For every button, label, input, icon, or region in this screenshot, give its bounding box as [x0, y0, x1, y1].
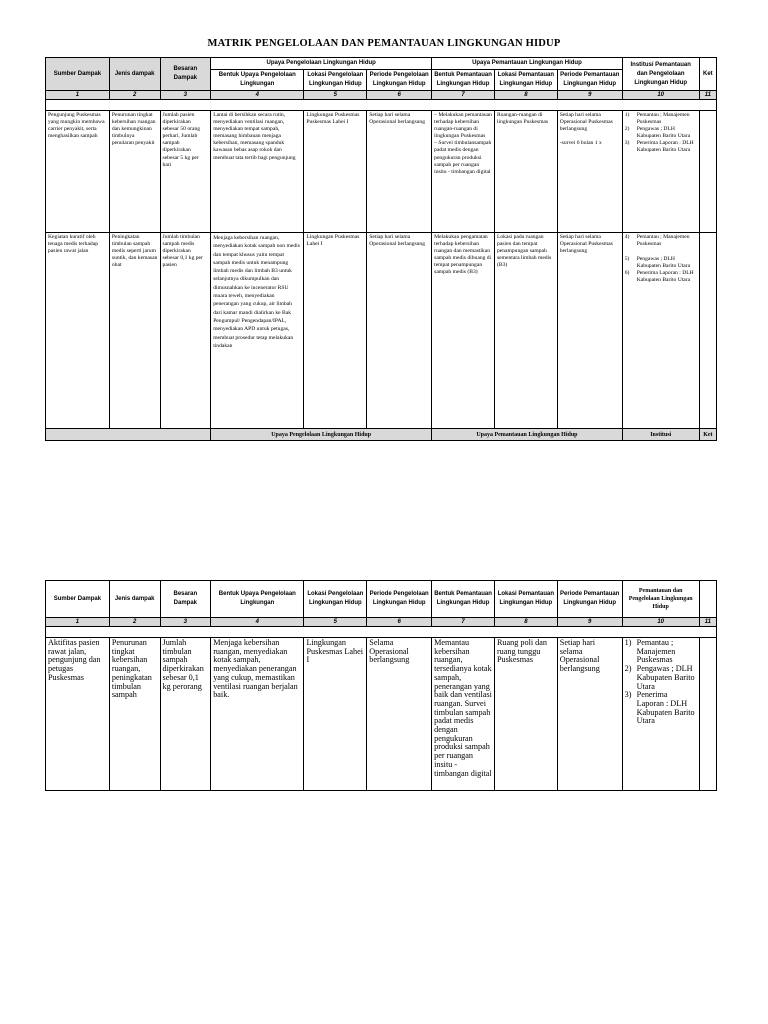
cell-periode-pengelolaan: Setiap hari selama Operasional berlangsung [367, 233, 432, 429]
cell-periode-pemantauan: Setiap hari selama Operasional berlangsung [557, 638, 622, 791]
header-bentuk-pengelolaan: Bentuk Upaya Pengelolaan Lingkungan [211, 581, 304, 618]
cell-lokasi-pengelolaan: Lingkungan Puskesmas Lahei I [304, 233, 367, 429]
cell-besaran: Jumlah timbulan sampah diperkirakan sebesar 0,1 kg perorang [160, 638, 211, 791]
cell-jenis: Peningkatan timbulan sampah medis seperti jarum suntik, dan kemasan obat [109, 233, 160, 429]
cell-periode-pengelolaan: Setiap hari selama Operasional berlangsung [367, 111, 432, 233]
list-item: 2) Pengawas ; DLH Kabupaten Barito Utara [624, 126, 691, 140]
cell-lokasi-pemantauan: Lokasi pada ruangan pasien dan tempat penampungan sampah sementara limbah medis (B3) [494, 233, 557, 429]
column-number: 9 [557, 91, 622, 100]
cell-besaran: Jumlah pasien diperkirakan sebesar 50 orang perhari, Jumlah sampah diperkirakan sebesar 5 kg per hari [160, 111, 211, 233]
column-number: 1 [46, 618, 110, 627]
cell-bentuk-pengelolaan: Lantai di bersihkan secara rutin, menyediakan ventilasi ruangan, menyediakan tempat sampah, memasang himbauan menjaga kebersihan, memasang spanduk kawasan bebas asap rokok dan membuat tata tertib bagi pengunjung [211, 111, 304, 233]
footer-institusi: Institusi [622, 429, 699, 441]
header-periode-pengelolaan: Periode Pengelolaan Lingkungan Hidup [367, 70, 432, 91]
cell-bentuk-pemantauan: Melakukan pengamatan terhadap kebersihan ruangan dan memastikan sampah medis dibuang di tempat penampungan sampah medis (B3) [432, 233, 495, 429]
cell-ket [699, 638, 716, 791]
column-number: 3 [160, 91, 211, 100]
cell-bentuk-pengelolaan: Menjaga kebersihan ruangan, menyediakan kotak sampah non medis dan tempat khusus yaitu tempat sampah medis untuk menampung limbah medis dan limbah B3 untuk selanjutnya dikumpulkan dan dimusnahkan ke incenerator RSU muara teweh, menyediakan penerangan yang cukup, air limbah dari kamar mandi dialirkan ke Bak Pengumpul/ Pengendapan/IPAL, menyediakan APD untuk petugas, membuat prosedur tetap melakukan tindakan [211, 233, 304, 429]
institusi-list [625, 112, 697, 155]
cell-periode-pengelolaan: Selama Operasional berlangsung [367, 638, 432, 791]
list-item: 3) Penerima Laporan : DLH Kabupaten Barito Utara [624, 690, 695, 726]
list-item: 5) Pengawas ; DLH Kabupaten Barito Utara [624, 256, 691, 270]
header-lokasi-pengelolaan: Lokasi Pengelolaan Lingkungan Hidup [304, 70, 367, 91]
column-number: 7 [432, 618, 495, 627]
footer-ket: Ket [699, 429, 716, 441]
list-item: 3) Penerima Laporan : DLH Kabupaten Barito Utara [624, 140, 694, 154]
cell-lokasi-pengelolaan: Lingkungan Puskesmas Puskesmas Lahei I [304, 111, 367, 233]
cell-sumber: Kegiatan kuratif oleh tenaga medis terhadap pasien rawat jalan [46, 233, 110, 429]
matrix-table-1 [45, 57, 717, 441]
cell-bentuk-pengelolaan: Menjaga kebersihan ruangan, menyediakan kotak sampah, menyediakan penerangan yang cukup, memastikan ventilasi ruangan berjalan baik. [211, 638, 304, 791]
header-periode-pengelolaan: Periode Pengelolaan Lingkungan Hidup [367, 581, 432, 618]
document-title: MATRIK PENGELOLAAN DAN PEMANTAUAN LINGKUNGAN HIDUP [207, 38, 561, 49]
cell-institusi [622, 233, 699, 429]
header-lokasi-pengelolaan: Lokasi Pengelolaan Lingkungan Hidup [304, 581, 367, 618]
footer-blank [46, 429, 211, 441]
cell-institusi [622, 111, 699, 233]
list-item: 1) Pemantau ; Manajemen Puskesmas [624, 638, 676, 665]
list-item: 6) Penerima Laporan : DLH Kabupaten Barito Utara [624, 270, 694, 284]
column-number: 11 [699, 618, 716, 627]
header-ket: Ket [699, 58, 716, 91]
cell-sumber: Pengunjung Puskesmas yang mungkin membawa carrier penyakit, serta menghasilkan sampah [46, 111, 110, 233]
header-sumber-dampak: Sumber Dampak [46, 58, 110, 91]
header-besaran-dampak: Besaran Dampak [160, 581, 211, 618]
header-sumber-dampak: Sumber Dampak [46, 581, 110, 618]
column-number: 4 [211, 618, 304, 627]
cell-jenis: Penurunan tingkat kebersihan ruangan, peningkatan timbulan sampah [109, 638, 160, 791]
header-besaran-dampak: Besaran Dampak [160, 58, 211, 91]
list-item: 4) Pemantau ; Manajemen Puskesmas [624, 234, 690, 248]
column-number: 8 [494, 91, 557, 100]
column-number: 2 [109, 91, 160, 100]
footer-pemantauan: Upaya Pemantauan Lingkungan Hidup [432, 429, 623, 441]
cell-periode-pemantauan: Setiap hari selama Operasional Puskesmas berlangsung [557, 233, 622, 429]
cell-lokasi-pemantauan: Ruang poli dan ruang tunggu Puskesmas [494, 638, 557, 791]
column-number: 5 [304, 91, 367, 100]
spacer-row [46, 100, 717, 111]
header-ket [699, 581, 716, 618]
header-bentuk-pemantauan: Bentuk Pemantauan Lingkungan Hidup [432, 581, 495, 618]
matrix-table-2 [45, 580, 717, 791]
column-number: 5 [304, 618, 367, 627]
column-number: 2 [109, 618, 160, 627]
column-number: 6 [367, 91, 432, 100]
cell-besaran: Jumlah timbulan sampah medis diperkirakan sebesar 0,1 kg per pasien [160, 233, 211, 429]
cell-lokasi-pemantauan: Ruangan-ruangan di lingkungan Puskesmas [494, 111, 557, 233]
header-lokasi-pemantauan: Lokasi Pemantauan Lingkungan Hidup [494, 581, 557, 618]
header-institusi: Pemantauan dan Pengelolaan Lingkungan Hidup [622, 581, 699, 618]
list-item: 1) Pemantau ; Manajemen Puskesmas [624, 112, 690, 126]
column-number: 7 [432, 91, 495, 100]
cell-ket [699, 233, 716, 429]
cell-bentuk-pemantauan: – Melakukan pemantauan terhadap kebersihan ruangan-ruangan di lingkungan Puskesmas – Survei timbulansampah padat medis dengan pengukuran produksi sampah per ruangan insitu - timbangan digital [432, 111, 495, 233]
column-number: 3 [160, 618, 211, 627]
list-item: 2) Pengawas ; DLH Kabupaten Barito Utara [624, 664, 695, 691]
spacer-row [46, 627, 717, 638]
header-lokasi-pemantauan: Lokasi Pemantauan Lingkungan Hidup [494, 70, 557, 91]
cell-lokasi-pengelolaan: Lingkungan Puskesmas Lahei I [304, 638, 367, 791]
column-number: 9 [557, 618, 622, 627]
group-header-pemantauan: Upaya Pemantauan Lingkungan Hidup [432, 58, 623, 70]
cell-sumber: Aktifitas pasien rawat jalan, pengunjung dan petugas Puskesmas [46, 638, 110, 791]
header-institusi: Institusi Pemantauan dan Pengelolaan Lingkungan Hidup [622, 58, 699, 91]
cell-jenis: Penurunan tingkat kebersihan ruangan dan kemungkinan timbulnya penularan penyakit [109, 111, 160, 233]
footer-pengelolaan: Upaya Pengelolaan Lingkungan Hidup [211, 429, 432, 441]
header-bentuk-pengelolaan: Bentuk Upaya Pengelolaan Lingkungan [211, 70, 304, 91]
cell-institusi [622, 638, 699, 791]
column-number: 11 [699, 91, 716, 100]
cell-ket [699, 111, 716, 233]
cell-bentuk-pemantauan: Memantau kebersihan ruangan, tersedianya kotak sampah, penerangan yang baik dan ventilasi ruangan. Survei timbulan sampah padat medis dengan pengukuran produksi sampah per ruangan insitu - timbangan digital [432, 638, 495, 791]
column-number: 10 [622, 618, 699, 627]
column-number: 10 [622, 91, 699, 100]
institusi-list [625, 234, 697, 285]
cell-periode-pemantauan: Setiap hari selama Operasional Puskesmas berlangsung -survei 6 bulan 1 x [557, 111, 622, 233]
group-header-pengelolaan: Upaya Pengelolaan Lingkungan Hidup [211, 58, 432, 70]
header-jenis-dampak: Jenis dampak [109, 58, 160, 91]
column-number: 4 [211, 91, 304, 100]
column-number: 8 [494, 618, 557, 627]
header-periode-pemantauan: Periode Pemantauan Lingkungan Hidup [557, 581, 622, 618]
column-number: 6 [367, 618, 432, 627]
header-periode-pemantauan: Periode Pemantauan Lingkungan Hidup [557, 70, 622, 91]
header-jenis-dampak: Jenis dampak [109, 581, 160, 618]
header-bentuk-pemantauan: Bentuk Pemantauan Lingkungan Hidup [432, 70, 495, 91]
column-number: 1 [46, 91, 110, 100]
institusi-list [625, 639, 697, 726]
